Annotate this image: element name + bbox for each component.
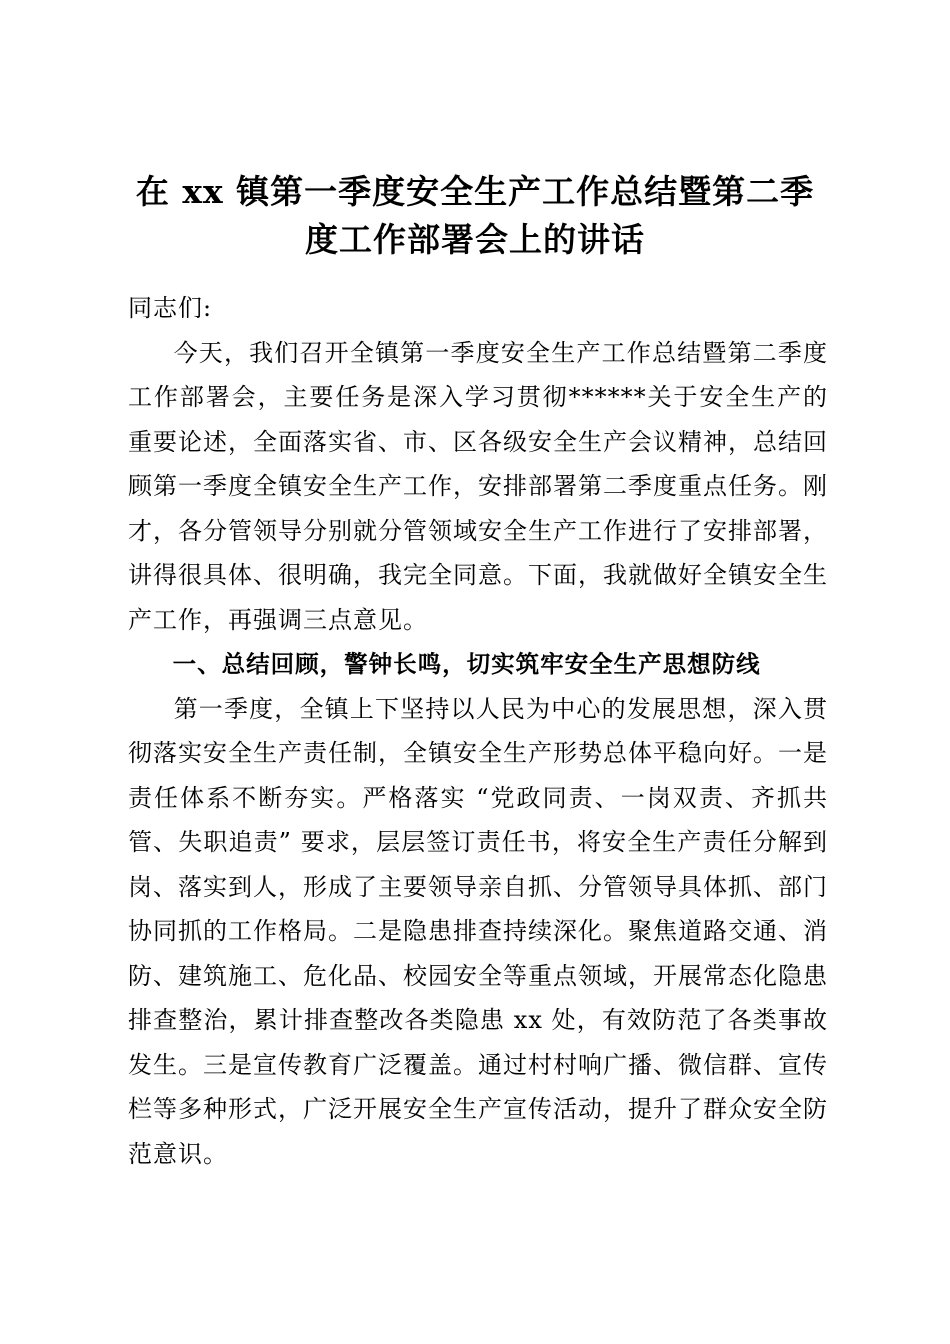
document-body (128, 286, 828, 1176)
paragraph-review: 第一季度，全镇上下坚持以人民为中心的发展思想，深入贯彻落实安全生产责任制，全镇安全生产形势总体平稳向好。一是责任体系不断夯实。严格落实 “党政同责、一岗双责、齐抓共管、失职追责” 要求，层层签订责任书，将安全生产责任分解到岗、落实到人，形成了主要领导亲自抓、分管领导具体抓、部门协同抓的工作格局。二是隐患排查持续深化。聚焦道路交通、消防、建筑施工、危化品、校园安全等重点领域，开展常态化隐患排查整治，累计排查整改各类隐患 xx 处，有效防范了各类事故发生。三是宣传教育广泛覆盖。通过村村响广播、微信群、宣传栏等多种形式，广泛开展安全生产宣传活动，提升了群众安全防范意识。 (128, 694, 828, 1168)
title-line-2: 度工作部署会上的讲话 (305, 220, 645, 259)
paragraph-intro: 今天，我们召开全镇第一季度安全生产工作总结暨第二季度工作部署会，主要任务是深入学习贯彻******关于安全生产的重要论述，全面落实省、市、区各级安全生产会议精神，总结回顾第一季度全镇安全生产工作，安排部署第二季度重点任务。刚才，各分管领导分别就分管领域安全生产工作进行了安排部署，讲得很具体、很明确，我完全同意。下面，我就做好全镇安全生产工作，再强调三点意见。 (128, 338, 828, 634)
section-heading-1: 一、总结回顾，警钟长鸣，切实筑牢安全生产思想防线 (172, 650, 761, 678)
document-title (110, 168, 840, 264)
title-line-1: 在 xx 镇第一季度安全生产工作总结暨第二季 (135, 172, 815, 211)
salutation: 同志们: (128, 294, 213, 322)
